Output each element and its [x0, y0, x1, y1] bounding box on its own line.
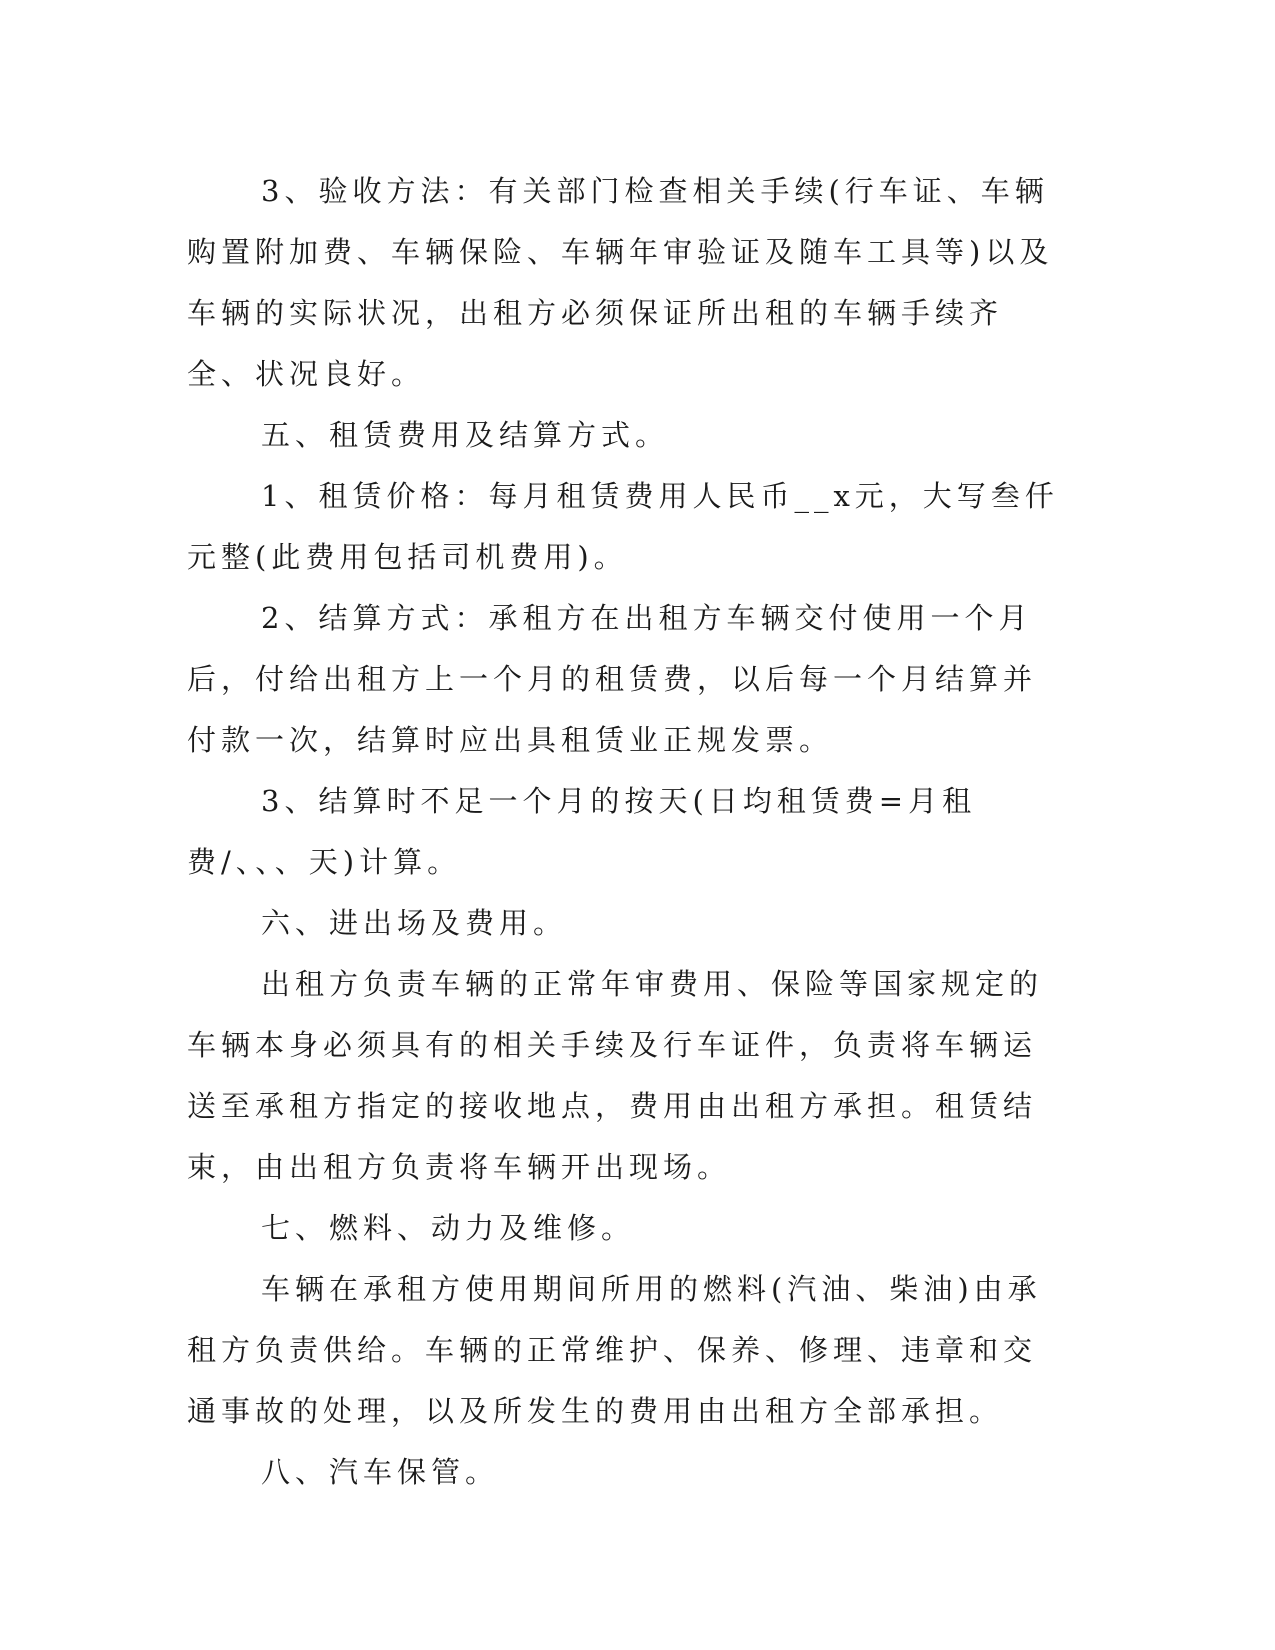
section-heading-rental-fees: 五、租赁费用及结算方式。 [261, 418, 670, 452]
paragraph-acceptance-method: 3、验收方法：有关部门检查相关手续(行车证、车辆购置附加费、车辆保险、车辆年审验证及随车工具等)以及车辆的实际状况，出租方必须保证所出租的车辆手续齐全、状况良好。 [187, 174, 1054, 391]
paragraph-rental-price: 1、租赁价格：每月租赁费用人民币__x元，大写叁仟元整(此费用包括司机费用)。 [187, 479, 1059, 574]
paragraph-fuel-supply: 车辆在承租方使用期间所用的燃料(汽油、柴油)由承租方负责供给。车辆的正常维护、保养、修理、违章和交通事故的处理，以及所发生的费用由出租方全部承担。 [187, 1272, 1042, 1428]
section-heading-entry-exit: 六、进出场及费用。 [261, 906, 568, 940]
paragraph-settlement-method: 2、结算方式：承租方在出租方车辆交付使用一个月后，付给出租方上一个月的租赁费，以后每一个月结算并付款一次，结算时应出具租赁业正规发票。 [187, 601, 1038, 757]
document-body [187, 161, 1067, 1503]
paragraph-partial-month: 3、结算时不足一个月的按天(日均租赁费=月租费/、、、天)计算。 [187, 784, 977, 879]
paragraph-lessor-responsibility: 出租方负责车辆的正常年审费用、保险等国家规定的车辆本身必须具有的相关手续及行车证件，负责将车辆运送至承租方指定的接收地点，费用由出租方承担。租赁结束，由出租方负责将车辆开出现场。 [187, 967, 1044, 1184]
section-heading-fuel-maintenance: 七、燃料、动力及维修。 [261, 1211, 636, 1245]
section-heading-vehicle-custody: 八、汽车保管。 [261, 1455, 500, 1489]
